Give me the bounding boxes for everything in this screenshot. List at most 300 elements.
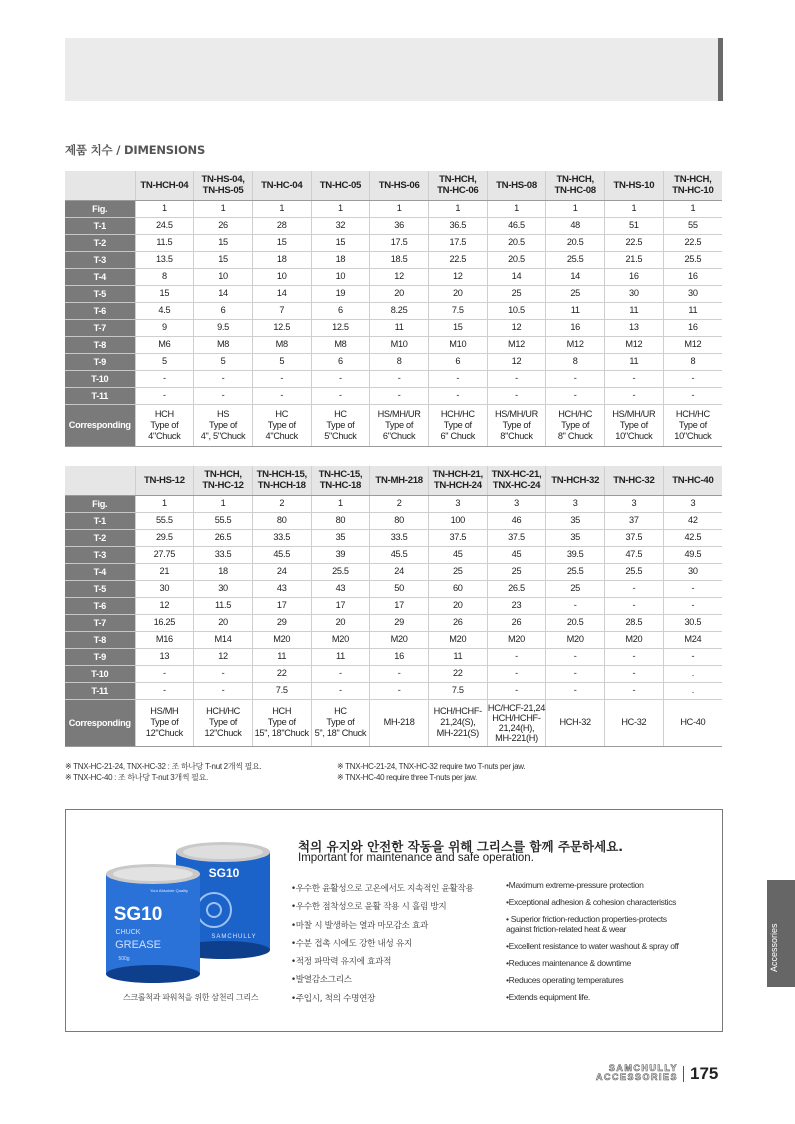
table-cell: 27.75: [135, 546, 194, 563]
table-cell: 35: [311, 529, 370, 546]
table-cell: 1: [194, 200, 253, 217]
table-cell: 22.5: [663, 234, 722, 251]
table-cell: 11: [546, 302, 605, 319]
table-cell: 12: [370, 268, 429, 285]
table-cell: 15: [252, 234, 311, 251]
table-cell: 5: [194, 353, 253, 370]
column-header: TN-HCH, TN-HC-12: [194, 466, 253, 495]
table-cell: 8.25: [370, 302, 429, 319]
table-cell: -: [135, 387, 194, 404]
back-can-brand: SG10: [208, 866, 240, 880]
table-cell: -: [194, 682, 253, 699]
table-row: [65, 648, 722, 665]
row-label: T-5: [65, 285, 135, 302]
table-cell: -: [194, 665, 253, 682]
table-cell: M20: [605, 631, 664, 648]
front-can-line1: CHUCK: [115, 929, 141, 936]
table-cell: 20.5: [487, 234, 546, 251]
table-cell: -: [546, 370, 605, 387]
bullet-en: • Superior friction-reduction properties-protects against friction-related heat & wear: [506, 914, 667, 934]
table-cell: 26: [487, 614, 546, 631]
table-row: [65, 336, 722, 353]
table-cell: 33.5: [194, 546, 253, 563]
table-cell: 20.5: [546, 234, 605, 251]
table-cell: M6: [135, 336, 194, 353]
table-cell: 8: [135, 268, 194, 285]
table-cell: 15: [194, 251, 253, 268]
row-label: Corresponding: [65, 699, 135, 746]
table-cell: 18: [252, 251, 311, 268]
table-cell: 25.5: [546, 563, 605, 580]
table-cell: 10: [311, 268, 370, 285]
table-cell: 10: [252, 268, 311, 285]
bullet-en: •Exceptional adhesion & cohesion characteristics: [506, 897, 677, 907]
table-cell: 29: [252, 614, 311, 631]
side-tab-label: Accessories: [769, 923, 779, 972]
table-cell: 43: [252, 580, 311, 597]
column-header: TN-MH-218: [370, 466, 429, 495]
column-header: TN-HS-06: [370, 171, 429, 200]
column-header: TN-HS-12: [135, 466, 194, 495]
table-cell: 8: [546, 353, 605, 370]
table-cell: 25: [487, 563, 546, 580]
header-band: [65, 38, 718, 101]
table-cell: 11: [370, 319, 429, 336]
table-cell: 60: [428, 580, 487, 597]
table-cell: -: [663, 387, 722, 404]
table-cell: M10: [370, 336, 429, 353]
table-cell: M12: [487, 336, 546, 353]
table-cell: 80: [370, 512, 429, 529]
table-cell: 18: [194, 563, 253, 580]
table-cell: HCH/HC Type of 6" Chuck: [428, 404, 487, 446]
table-cell: -: [370, 370, 429, 387]
table-cell: 11: [311, 648, 370, 665]
table-cell: 13: [605, 319, 664, 336]
table-cell: 25: [546, 580, 605, 597]
bullet-ko: •적정 파막력 유지에 효과적: [291, 957, 392, 968]
row-label: T-4: [65, 563, 135, 580]
table-cell: HC Type of 5", 18" Chuck: [311, 699, 370, 746]
table-cell: HCH/HCHF- 21,24(S), MH-221(S): [428, 699, 487, 746]
table-cell: 11: [605, 353, 664, 370]
table-cell: 30: [605, 285, 664, 302]
table-cell: 17: [370, 597, 429, 614]
table-cell: -: [194, 387, 253, 404]
table-row: [65, 580, 722, 597]
table-cell: 50: [370, 580, 429, 597]
note-en-1: ※ TNX-HC-21-24, TNX-HC-32 require two T-nuts per jaw.: [337, 762, 526, 771]
table-cell: HCH/HC Type of 12"Chuck: [194, 699, 253, 746]
bullet-ko: •마찰 시 발생하는 열과 마모감소 효과: [291, 920, 428, 931]
table-cell: -: [605, 597, 664, 614]
table-cell: 26: [194, 217, 253, 234]
table-row: [65, 217, 722, 234]
table-cell: -: [370, 387, 429, 404]
table-cell: HCH/HC Type of 8" Chuck: [546, 404, 605, 446]
table-row: [65, 387, 722, 404]
table-cell: 30: [663, 285, 722, 302]
note-en-2: ※ TNX-HC-40 require three T-nuts per jaw.: [337, 773, 477, 782]
table-cell: 12: [487, 319, 546, 336]
table-cell: 25.5: [311, 563, 370, 580]
table-cell: -: [252, 370, 311, 387]
table-row: [65, 597, 722, 614]
table-cell: 42.5: [663, 529, 722, 546]
bullet-ko: •발열감소그리스: [291, 975, 352, 986]
table-cell: 9.5: [194, 319, 253, 336]
table-cell: 12.5: [252, 319, 311, 336]
table-cell: M8: [311, 336, 370, 353]
table-cell: 7.5: [252, 682, 311, 699]
table-cell: 14: [194, 285, 253, 302]
row-label: T-1: [65, 512, 135, 529]
section-title: 제품 치수 / DIMENSIONS: [65, 143, 206, 157]
table-cell: 30: [135, 580, 194, 597]
table-cell: -: [428, 370, 487, 387]
table-row: [65, 302, 722, 319]
table-cell: 1: [546, 200, 605, 217]
table-cell: -: [546, 648, 605, 665]
table-cell: 11.5: [135, 234, 194, 251]
table-cell: 24: [370, 563, 429, 580]
column-header: TN-HS-04, TN-HS-05: [194, 171, 253, 200]
table-cell: 5: [252, 353, 311, 370]
table-cell: 1: [311, 200, 370, 217]
column-header: TN-HC-15, TN-HC-18: [311, 466, 370, 495]
column-header: TN-HC-04: [252, 171, 311, 200]
table-cell: 1: [428, 200, 487, 217]
row-label: Fig.: [65, 200, 135, 217]
table-cell: 12: [487, 353, 546, 370]
table-cell: 36.5: [428, 217, 487, 234]
bullet-en: •Reduces operating temperatures: [506, 975, 624, 985]
table-cell: 14: [252, 285, 311, 302]
table-cell: 1: [487, 200, 546, 217]
table-cell: 18.5: [370, 251, 429, 268]
table-cell: 51: [605, 217, 664, 234]
table-cell: 22: [428, 665, 487, 682]
table-cell: 33.5: [370, 529, 429, 546]
table-cell: -: [194, 370, 253, 387]
table-row: [65, 631, 722, 648]
row-label: T-8: [65, 336, 135, 353]
table-cell: M20: [428, 631, 487, 648]
table-cell: 17.5: [370, 234, 429, 251]
table-cell: 33.5: [252, 529, 311, 546]
table-cell: M10: [428, 336, 487, 353]
side-tab-accessories: [767, 880, 795, 987]
table-cell: -: [663, 648, 722, 665]
table-cell: -: [311, 387, 370, 404]
table-cell: 28: [252, 217, 311, 234]
bullet-ko: •우수한 윤활성으로 고온에서도 지속적인 윤활작용: [291, 884, 474, 894]
table-corner: [65, 171, 135, 200]
table-cell: 7: [252, 302, 311, 319]
table-cell: 15: [311, 234, 370, 251]
table-cell: 49.5: [663, 546, 722, 563]
table-cell: 13.5: [135, 251, 194, 268]
table-cell: 17: [311, 597, 370, 614]
table-cell: 55.5: [135, 512, 194, 529]
table-cell: 6: [311, 353, 370, 370]
table-row: [65, 682, 722, 699]
table-cell: 45: [487, 546, 546, 563]
grease-cans-image: [94, 832, 294, 992]
table-cell: -: [428, 387, 487, 404]
table-row: [65, 665, 722, 682]
row-label: T-10: [65, 665, 135, 682]
column-header: TN-HS-10: [605, 171, 664, 200]
table-cell: 1: [370, 200, 429, 217]
table-cell: 13: [135, 648, 194, 665]
table-cell: 16: [605, 268, 664, 285]
table-cell: -: [605, 580, 664, 597]
table-cell: 46.5: [487, 217, 546, 234]
table-cell: HS Type of 4", 5"Chuck: [194, 404, 253, 446]
table-cell: M14: [194, 631, 253, 648]
table-cell: 30: [194, 580, 253, 597]
table-cell: 1: [135, 200, 194, 217]
table-cell: 9: [135, 319, 194, 336]
table-cell: HC Type of 4"Chuck: [252, 404, 311, 446]
table-cell: M8: [194, 336, 253, 353]
footer-brand-top: SAMCHULLY: [608, 1063, 678, 1073]
table-cell: 37: [605, 512, 664, 529]
table-cell: 37.5: [428, 529, 487, 546]
row-label: T-6: [65, 597, 135, 614]
table-cell: 4.5: [135, 302, 194, 319]
table-row: [65, 495, 722, 512]
promo-title-korean: 척의 유지와 안전한 작동을 위해 그리스를 함께 주문하세요.: [298, 839, 624, 854]
header-accent-bar: [718, 38, 723, 101]
dimensions-table-1: [65, 171, 722, 447]
row-label: T-5: [65, 580, 135, 597]
row-label: T-8: [65, 631, 135, 648]
table-cell: -: [663, 597, 722, 614]
row-label: T-7: [65, 319, 135, 336]
table-cell: -: [487, 665, 546, 682]
table-cell: 29: [370, 614, 429, 631]
table-cell: 10: [194, 268, 253, 285]
table-row: [65, 563, 722, 580]
table-cell: 11.5: [194, 597, 253, 614]
promo-title-english: Important for maintenance and safe operation.: [298, 852, 534, 864]
table-cell: M20: [370, 631, 429, 648]
table-cell: 46: [487, 512, 546, 529]
column-header: TN-HC-32: [605, 466, 664, 495]
table-cell: 37.5: [605, 529, 664, 546]
row-label: T-9: [65, 648, 135, 665]
table-cell: 2: [370, 495, 429, 512]
table-cell: 11: [252, 648, 311, 665]
table-row: [65, 251, 722, 268]
table-cell: 12: [428, 268, 487, 285]
table-cell: 37.5: [487, 529, 546, 546]
table-cell: 14: [546, 268, 605, 285]
row-label: T-11: [65, 387, 135, 404]
table-cell: 20: [428, 597, 487, 614]
table-cell: 39: [311, 546, 370, 563]
table-cell: -: [605, 648, 664, 665]
table-cell: 26.5: [194, 529, 253, 546]
table-cell: 35: [546, 529, 605, 546]
column-header: TN-HC-40: [663, 466, 722, 495]
table-cell: 10.5: [487, 302, 546, 319]
table-cell: 26.5: [487, 580, 546, 597]
table-cell: 3: [546, 495, 605, 512]
table-cell: 7.5: [428, 302, 487, 319]
row-label: T-3: [65, 251, 135, 268]
table-cell: 43: [311, 580, 370, 597]
table-cell: 12: [194, 648, 253, 665]
footer-brand-bottom: ACCESSORIES: [595, 1072, 678, 1082]
table-cell: M20: [311, 631, 370, 648]
table-row: [65, 268, 722, 285]
table-cell: -: [663, 580, 722, 597]
table-cell: HC-40: [663, 699, 722, 746]
bullet-en: •Maximum extreme-pressure protection: [506, 880, 644, 890]
table-cell: 29.5: [135, 529, 194, 546]
table-cell: -: [487, 387, 546, 404]
table-cell: 2: [252, 495, 311, 512]
table-cell: -: [487, 648, 546, 665]
table-cell: 45: [428, 546, 487, 563]
row-label: T-2: [65, 529, 135, 546]
table-row: [65, 234, 722, 251]
bullet-ko: •우수한 점착성으로 윤활 작용 시 흘림 방지: [291, 902, 447, 913]
table-cell: 8: [370, 353, 429, 370]
table-cell: 6: [194, 302, 253, 319]
table-cell: -: [546, 665, 605, 682]
table-cell: M16: [135, 631, 194, 648]
bullet-en: •Extends equipment life.: [506, 992, 590, 1002]
table-cell: 45.5: [370, 546, 429, 563]
grease-caption: 스크롤척과 파워척을 위한 삼천리 그리스: [123, 993, 259, 1002]
table-row: [65, 353, 722, 370]
table-cell: 21.5: [605, 251, 664, 268]
table-cell: M12: [605, 336, 664, 353]
table-cell: HS/MH Type of 12"Chuck: [135, 699, 194, 746]
table-cell: 11: [663, 302, 722, 319]
table-cell: 47.5: [605, 546, 664, 563]
table-cell: 28.5: [605, 614, 664, 631]
page-number: 175: [690, 1064, 719, 1083]
table-cell: 3: [428, 495, 487, 512]
table-cell: 7.5: [428, 682, 487, 699]
table-cell: -: [487, 682, 546, 699]
notes-english: [337, 761, 525, 783]
bullets-korean: [291, 880, 474, 1008]
table-cell: HC/HCF-21,24 HCH/HCHF- 21,24(H), MH-221(H): [487, 699, 546, 746]
bullet-ko: •수분 접촉 시에도 강한 내성 유지: [291, 938, 412, 949]
table-cell: 20: [311, 614, 370, 631]
table-cell: 16: [663, 319, 722, 336]
table-cell: 80: [311, 512, 370, 529]
table-cell: 20: [194, 614, 253, 631]
table-cell: 18: [311, 251, 370, 268]
table-cell: 100: [428, 512, 487, 529]
table-cell: HCH Type of 15", 18"Chuck: [252, 699, 311, 746]
table-cell: 1: [135, 495, 194, 512]
table-cell: -: [135, 370, 194, 387]
table-cell: HS/MH/UR Type of 6"Chuck: [370, 404, 429, 446]
column-header: TN-HCH, TN-HC-10: [663, 171, 722, 200]
table-cell: -: [605, 370, 664, 387]
notes-korean: [65, 761, 261, 783]
row-label: T-7: [65, 614, 135, 631]
column-header: TNX-HC-21, TNX-HC-24: [487, 466, 546, 495]
table-cell: -: [663, 370, 722, 387]
table-cell: 55.5: [194, 512, 253, 529]
table-cell: 32: [311, 217, 370, 234]
table-row: [65, 699, 722, 746]
table-cell: MH-218: [370, 699, 429, 746]
table-cell: -: [605, 665, 664, 682]
table-cell: 25.5: [605, 563, 664, 580]
table-cell: -: [546, 682, 605, 699]
table-cell: 16: [663, 268, 722, 285]
table-cell: 11: [428, 648, 487, 665]
front-can-brand: SG10: [113, 904, 163, 925]
table-row: [65, 546, 722, 563]
table-cell: HS/MH/UR Type of 10"Chuck: [605, 404, 664, 446]
table-cell: 1: [252, 200, 311, 217]
table-row: [65, 285, 722, 302]
table-cell: 15: [428, 319, 487, 336]
back-can-maker: SAMCHULLY: [211, 934, 257, 940]
row-label: Fig.: [65, 495, 135, 512]
front-can-line2: GREASE: [115, 939, 161, 951]
dimensions-table-2: [65, 466, 722, 747]
table-cell: 6: [311, 302, 370, 319]
bullet-ko: •주입시, 척의 수명연장: [291, 993, 376, 1004]
table-cell: HCH Type of 4"Chuck: [135, 404, 194, 446]
column-header: TN-HS-08: [487, 171, 546, 200]
table-cell: 21: [135, 563, 194, 580]
footer-separator: [683, 1066, 684, 1082]
table-cell: 25: [428, 563, 487, 580]
table-cell: 35: [546, 512, 605, 529]
table-cell: 1: [194, 495, 253, 512]
column-header: TN-HCH-32: [546, 466, 605, 495]
table-cell: HCH-32: [546, 699, 605, 746]
table-cell: 1: [605, 200, 664, 217]
row-label: T-6: [65, 302, 135, 319]
note-ko-1: ※ TNX-HC-21-24, TNX-HC-32 : 조 하나당 T-nut 2개씩 필요.: [65, 762, 262, 771]
table-cell: 11: [605, 302, 664, 319]
table-cell: .: [663, 682, 722, 699]
table-cell: 19: [311, 285, 370, 302]
row-label: T-2: [65, 234, 135, 251]
table-cell: 25.5: [546, 251, 605, 268]
svg-text:Your Absolute Quality: Your Absolute Quality: [149, 888, 189, 893]
column-header: TN-HCH-21, TN-HCH-24: [428, 466, 487, 495]
table-cell: 16: [370, 648, 429, 665]
bullet-en: •Excellent resistance to water washout & spray off: [506, 941, 679, 951]
table-row: [65, 614, 722, 631]
table-row: [65, 404, 722, 446]
footer-brand: [592, 1064, 678, 1082]
table-cell: 39.5: [546, 546, 605, 563]
table-cell: 25.5: [663, 251, 722, 268]
table-row: [65, 370, 722, 387]
table-cell: 24: [252, 563, 311, 580]
table-cell: M20: [252, 631, 311, 648]
table-cell: 45.5: [252, 546, 311, 563]
table-cell: -: [370, 682, 429, 699]
table-cell: 48: [546, 217, 605, 234]
